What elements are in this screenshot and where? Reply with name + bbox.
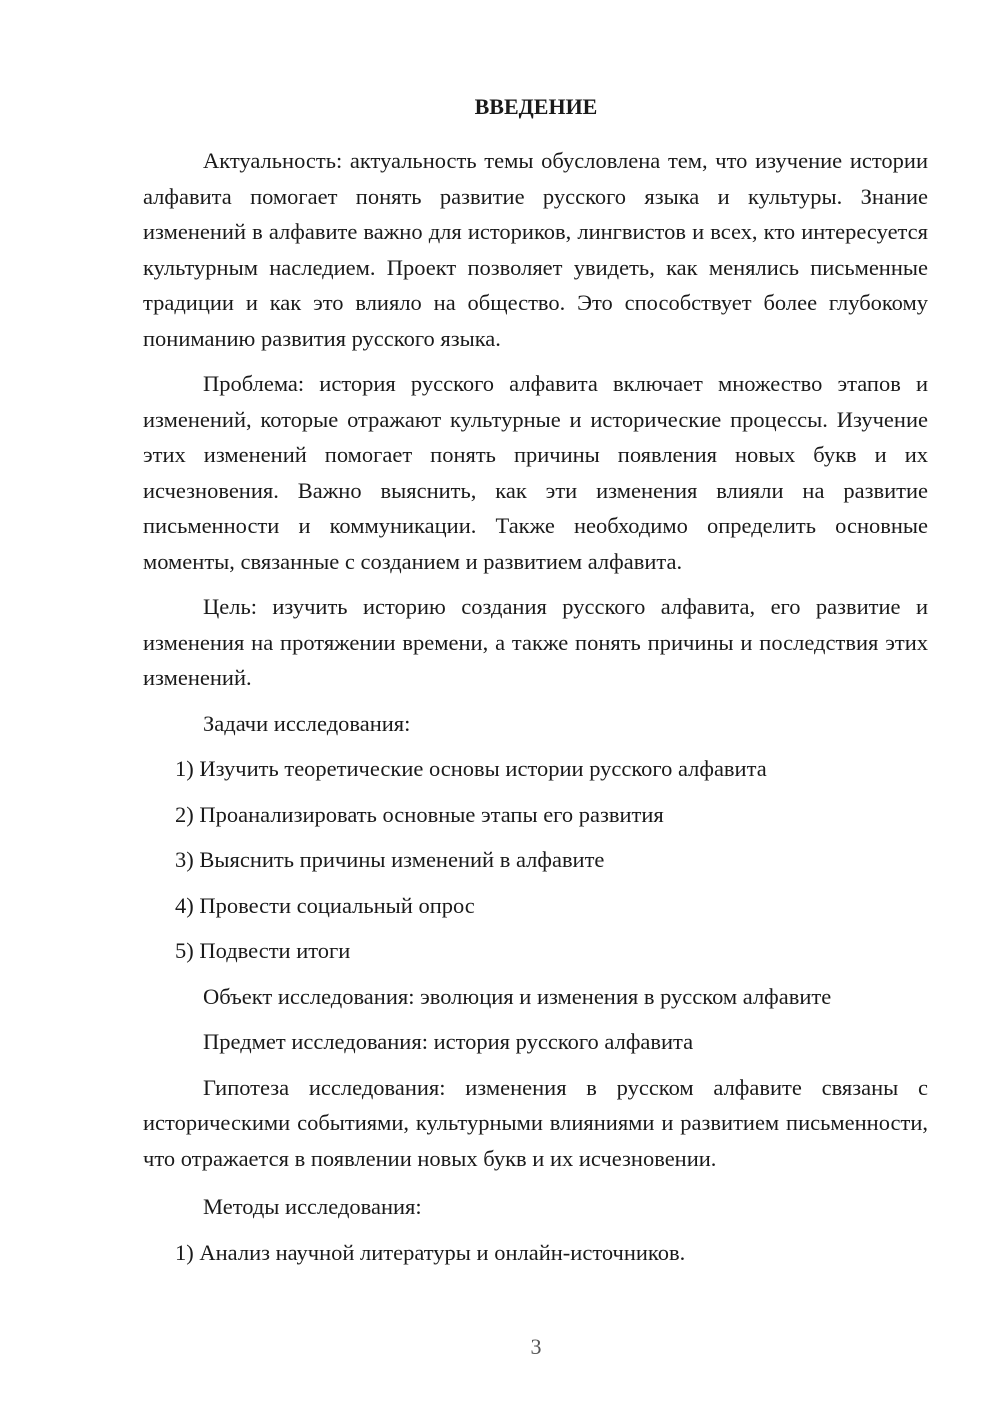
tasks-title: Задачи исследования: [203, 710, 411, 736]
method-item: 1) Анализ научной литературы и онлайн-источников. [175, 1239, 686, 1265]
task-item: 2) Проанализировать основные этапы его развития [175, 801, 664, 827]
relevance-paragraph: Актуальность: актуальность темы обусловлена тем, что изучение истории алфавита помогает понять развитие русского языка и культуры. Знание изменений в алфавите важно для историков, лингвистов и всех, кто интересуется культурным наследием. Проект позволяет увидеть, как менялись письменные традиции и как это влияло на общество. Это способствует более глубокому пониманию развития русского языка. [143, 148, 928, 351]
task-item: 1) Изучить теоретические основы истории русского алфавита [175, 756, 767, 781]
problem-paragraph: Проблема: история русского алфавита включает множество этапов и изменений, которые отражают культурные и исторические процессы. Изучение этих изменений помогает понять причины появления новых букв и их исчезновения. Важно выяснить, как эти изменения влияли на развитие письменности и коммуникации. Также необходимо определить основные моменты, связанные с созданием и развитием алфавита. [143, 371, 928, 574]
section-heading: ВВЕДЕНИЕ [474, 94, 598, 119]
task-item: 3) Выяснить причины изменений в алфавите [175, 847, 605, 872]
hypothesis-paragraph: Гипотеза исследования: изменения в русском алфавите связаны с историческими событиями, культурными влияниями и развитием письменности, что отражается в появлении новых букв и их исчезновении. [143, 1074, 928, 1171]
methods-title: Методы исследования: [203, 1194, 422, 1219]
research-object: Объект исследования: эволюция и изменения в русском алфавите [203, 983, 832, 1009]
task-item: 4) Провести социальный опрос [175, 892, 475, 918]
page-content [143, 143, 928, 1270]
research-subject: Предмет исследования: история русского алфавита [203, 1029, 694, 1054]
goal-paragraph: Цель: изучить историю создания русского алфавита, его развитие и изменения на протяжении времени, а также понять причины и последствия этих изменений. [143, 594, 928, 690]
page-number: 3 [530, 1334, 542, 1359]
task-item: 5) Подвести итоги [175, 938, 351, 963]
